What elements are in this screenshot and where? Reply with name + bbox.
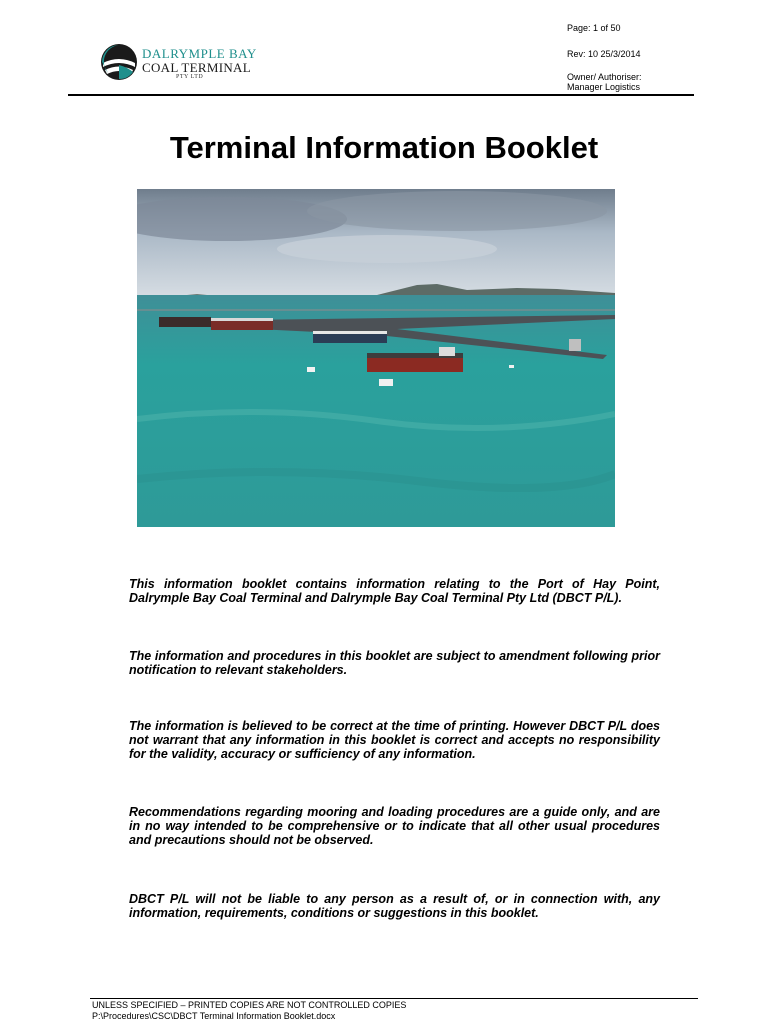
header-divider [68,94,694,96]
revision-info: Rev: 10 25/3/2014 [567,49,641,59]
logo-name-line3: PTY LTD [176,74,204,80]
accuracy-disclaimer-paragraph: The information is believed to be correct at the time of printing. However DBCT P/L does not warrant that any information in this booklet is correct and accepts no responsibility for the validity, accuracy or sufficiency of any information. [129,719,660,761]
footer-notice: UNLESS SPECIFIED – PRINTED COPIES ARE NOT CONTROLLED COPIES [92,1000,407,1010]
intro-paragraph: This information booklet contains information relating to the Port of Hay Point, Dalrymple Bay Coal Terminal and Dalrymple Bay Coal Terminal Pty Ltd (DBCT P/L). [129,577,660,605]
page-title: Terminal Information Booklet [169,130,599,165]
owner-value: Manager Logistics [567,82,641,92]
owner-label: Owner/ Authoriser: [567,72,642,82]
logo-globe-icon [100,43,138,81]
terminal-photo [137,189,615,527]
footer-divider [90,998,698,999]
logo-name-line2: COAL TERMINAL [142,60,251,75]
footer-file-path: P:\Procedures\CSC\DBCT Terminal Information Booklet.docx [92,1011,336,1021]
recommendations-paragraph: Recommendations regarding mooring and loading procedures are a guide only, and are in no way intended to be comprehensive or to indicate that all other usual procedures and precautions should not be observed. [129,805,660,847]
company-logo [100,43,257,87]
amendment-paragraph: The information and procedures in this booklet are subject to amendment following prior notification to relevant stakeholders. [129,649,660,677]
logo-name-line1: DALRYMPLE BAY [142,46,257,61]
liability-paragraph: DBCT P/L will not be liable to any person as a result of, or in connection with, any information, requirements, conditions or suggestions in this booklet. [129,892,660,920]
page-info: Page: 1 of 50 [567,23,621,33]
